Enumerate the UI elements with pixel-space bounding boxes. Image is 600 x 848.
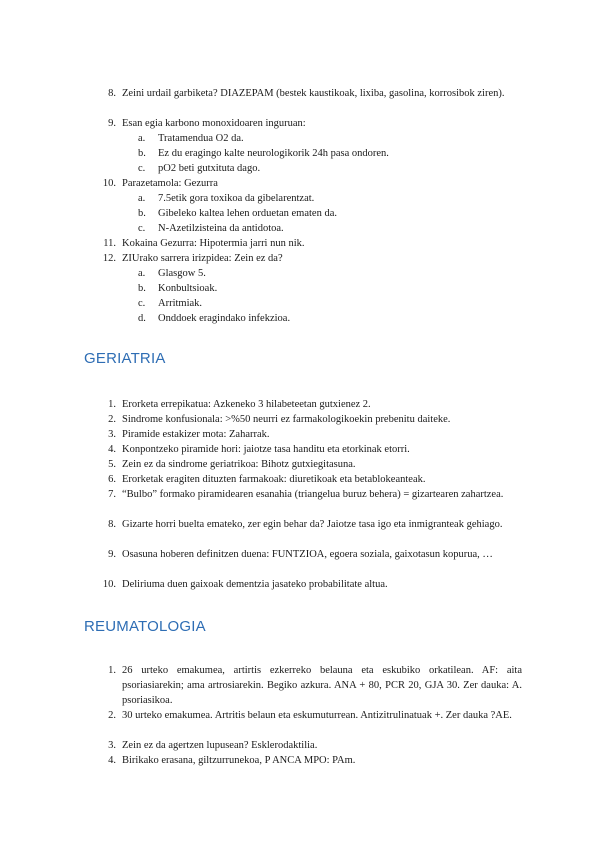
section-heading-reumatologia: REUMATOLOGIA (84, 618, 206, 635)
item-text: Kokaina Gezurra: Hipotermia jarri nun nik. (122, 238, 305, 249)
item-number: 11. (103, 238, 116, 249)
sub-item-text: Gibeleko kaltea lehen orduetan ematen da. (158, 208, 338, 219)
sub-item (138, 206, 518, 221)
sub-item-letter: b. (138, 208, 146, 219)
sub-item-text: Arritmiak. (158, 298, 203, 309)
sub-item-letter: c. (138, 163, 146, 174)
item-number: 7. (108, 489, 116, 500)
item-text: Zein ez da agertzen lupusean? Esklerodaktilia. (122, 740, 318, 751)
list-item (90, 442, 522, 457)
list-item (90, 738, 522, 753)
item-text: Erorketa errepikatua: Azkeneko 3 hilabeteetan gutxienez 2. (122, 399, 371, 410)
sub-item (138, 131, 518, 146)
section-heading-geriatria: GERIATRIA (84, 350, 166, 367)
sub-item-letter: b. (138, 148, 146, 159)
item-number: 4. (108, 444, 116, 455)
list-item (90, 116, 522, 131)
item-text: Erorketak eragiten dituzten farmakoak: diuretikoak eta betablokeanteak. (122, 474, 426, 485)
list-item (90, 251, 522, 266)
sub-item-letter: b. (138, 283, 146, 294)
sub-item-text: Onddoek eragindako infekzioa. (158, 313, 291, 324)
item-text: Birikako erasana, giltzurrunekoa, P ANCA MPO: PAm. (122, 755, 356, 766)
list-item (90, 236, 522, 251)
list-item (90, 547, 522, 562)
sub-item-letter: c. (138, 298, 146, 309)
list-item (90, 577, 522, 592)
sub-item (138, 281, 518, 296)
sub-item (138, 191, 518, 206)
item-number: 2. (108, 414, 116, 425)
item-text: Parazetamola: Gezurra (122, 178, 218, 189)
item-number: 1. (108, 399, 116, 410)
sub-item-text: Tratamendua O2 da. (158, 133, 244, 144)
item-number: 10. (102, 178, 116, 189)
item-text: Zein ez da sindrome geriatrikoa: Bihotz gutxiegitasuna. (122, 459, 356, 470)
item-number: 6. (108, 474, 116, 485)
sub-item (138, 296, 518, 311)
list-item (90, 663, 522, 708)
item-text: Sindrome konfusionala: >%50 neurri ez farmakologikoekin prebenitu daiteke. (122, 414, 451, 425)
item-number: 9. (108, 549, 116, 560)
sub-item-text: Konbultsioak. (158, 283, 218, 294)
sub-item-text: N-Azetilzisteina da antidotoa. (158, 223, 284, 234)
list-item (90, 753, 522, 768)
list-item (90, 397, 522, 412)
list-item (90, 457, 522, 472)
item-number: 12. (102, 253, 116, 264)
sub-item-letter: a. (138, 193, 146, 204)
item-text: ZIUrako sarrera irizpidea: Zein ez da? (122, 253, 283, 264)
item-text: Osasuna hoberen definitzen duena: FUNTZIOA, egoera soziala, gaixotasun kopurua, … (122, 549, 493, 560)
list-item (90, 176, 522, 191)
item-number: 4. (108, 755, 116, 766)
list-item (90, 412, 522, 427)
item-number: 2. (108, 710, 116, 721)
item-number: 1. (108, 665, 116, 676)
list-item (90, 517, 522, 532)
item-text: Konpontzeko piramide hori: jaiotze tasa handitu eta etorkinak etorri. (122, 444, 410, 455)
sub-item-letter: d. (138, 313, 146, 324)
item-text: Zeini urdail garbiketa? DIAZEPAM (bestek kaustikoak, lixiba, gasolina, korrosibok ziren). (122, 88, 505, 99)
sub-item-text: Glasgow 5. (158, 268, 206, 279)
item-text: 30 urteko emakumea. Artritis belaun eta eskumuturrean. Antizitrulinatuak +. Zer dauka ?AE. (122, 710, 512, 721)
item-text: Gizarte horri buelta emateko, zer egin behar da? Jaiotze tasa igo eta inmigranteak gehiago. (122, 519, 503, 530)
sub-item (138, 266, 518, 281)
sub-item (138, 311, 518, 326)
sub-item-text: Ez du eragingo kalte neurologikorik 24h pasa ondoren. (158, 148, 389, 159)
list-item (90, 708, 522, 723)
item-text: 26 urteko emakumea, artirtis ezkerreko belauna eta eskubiko orkatilean. AF: aita psoriasiarekin; ama artrosiarekin. Begiko azkura. ANA + 80, PCR 20, GJA 30. Zer dauka: A. psoriasikoa. (122, 665, 522, 706)
sub-item-letter: a. (138, 133, 146, 144)
item-text: Esan egia karbono monoxidoaren inguruan: (122, 118, 306, 129)
sub-item-text: 7.5etik gora toxikoa da gibelarentzat. (158, 193, 315, 204)
item-number: 8. (108, 519, 116, 530)
list-item (90, 472, 522, 487)
sub-item-text: pO2 beti gutxituta dago. (158, 163, 261, 174)
sub-item (138, 146, 518, 161)
item-text: “Bulbo” formako piramidearen esanahia (triangelua buruz behera) = gizartearen zahartzea. (122, 489, 504, 500)
item-text: Deliriuma duen gaixoak dementzia jasateko probabilitate altua. (122, 579, 388, 590)
sub-item (138, 161, 518, 176)
sub-item-letter: c. (138, 223, 146, 234)
item-number: 8. (108, 88, 116, 99)
list-item (90, 86, 522, 101)
sub-item-letter: a. (138, 268, 146, 279)
sub-item (138, 221, 518, 236)
item-number: 3. (108, 429, 116, 440)
item-text: Piramide estakizer mota: Zaharrak. (122, 429, 270, 440)
item-number: 10. (102, 579, 116, 590)
item-number: 9. (108, 118, 116, 129)
item-number: 5. (108, 459, 116, 470)
list-item (90, 487, 522, 502)
item-number: 3. (108, 740, 116, 751)
list-item (90, 427, 522, 442)
